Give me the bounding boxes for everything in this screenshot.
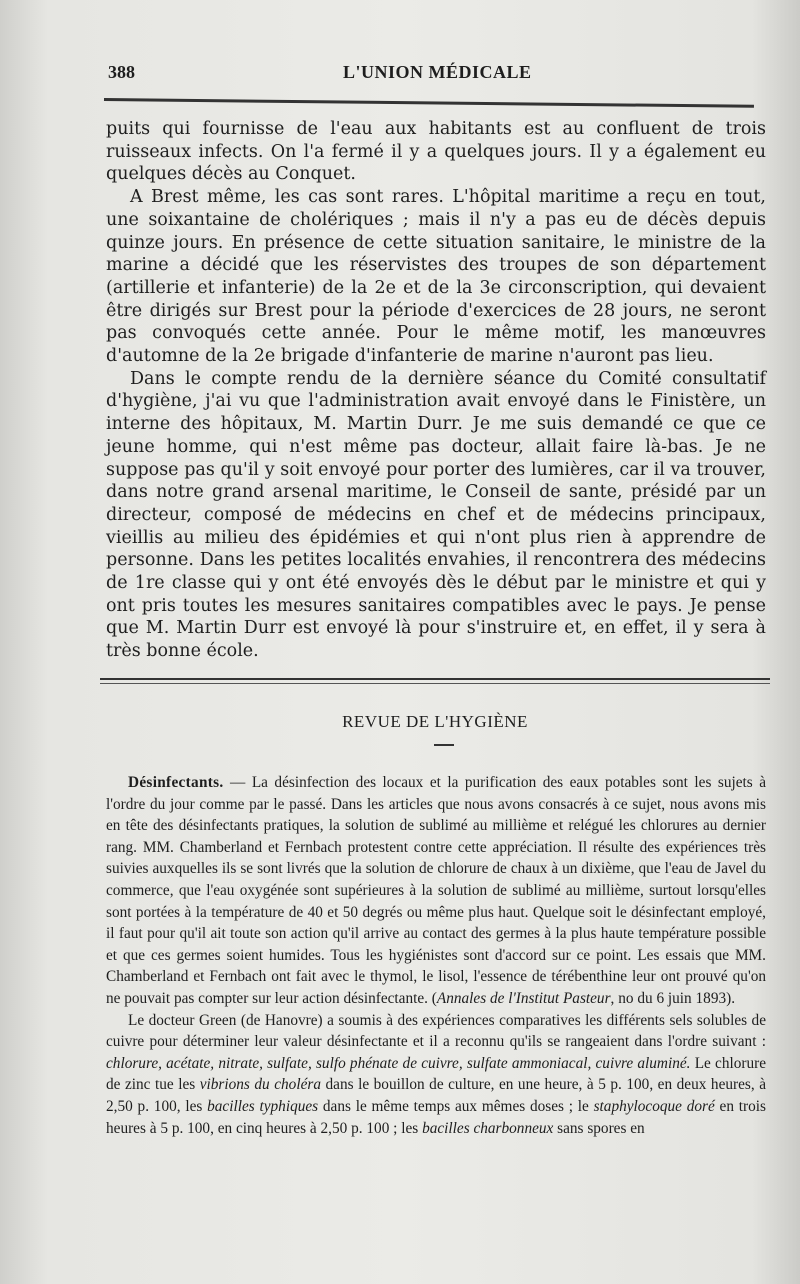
citation-end: , no du 6 juin 1893). xyxy=(610,989,736,1007)
citation: Annales de l'Institut Pasteur xyxy=(436,989,611,1007)
organism-name: bacilles typhiques xyxy=(207,1097,319,1115)
text-run: en trois heures à 5 p. 100, en cinq heures à 2,50 p. 100 ; les xyxy=(106,1097,766,1137)
text-run: dans le bouillon de culture, en une heure, à 5 p. 100, en deux heures, à 2,50 p. 100, les xyxy=(106,1076,766,1115)
organism-name: staphylocoque doré xyxy=(593,1097,715,1115)
text-run: Le chlorure de zinc tue les xyxy=(106,1054,766,1094)
paragraph-lead: Désinfectants. xyxy=(128,774,224,791)
paragraph-body: — La désinfection des locaux et la purification des eaux potables sont les sujets à l'ordre du jour comme par le passé. Dans les articles que nous avons consacrés à ce sujet, nous avons mis en tête des désinfectants pratiques, la solution de sublimé au millième et relégué les chlorures au dernier rang. MM. Chamberland et Fernbach protestent contre cette appréciation. Il résulte des expériences très suivies auxquelles ils se sont livrés que la solution de chlorure de chaux à un dixième, que l'eau de Javel du commerce, que l'eau oxygénée sont supérieures à la solution de sublimé au millième, surtout lorsqu'elles sont portées à la température de 40 et 50 degrés ou même plus haut. Quelque soit le désinfectant employé, il faut pour qu'il ait toute son action qu'il arrive au contact des germes à la plus haute température possible et que ces germes soient humides. Tous les hygiénistes sont d'accord sur ce point. Les essais que MM. Chamberland et Fernbach ont fait avec le thymol, le lisol, l'essence de térébenthine leur ont prouvé qu'on ne pouvait pas compter sur leur action désinfectante. ( xyxy=(106,774,766,1007)
salt-list: chlorure, acétate, nitrate, sulfate, sulfo phénate de cuivre, sulfate ammoniacal, cuivre aluminé. xyxy=(106,1054,691,1072)
organism-name: vibrions du choléra xyxy=(199,1076,321,1094)
hygiene-text xyxy=(106,772,766,1139)
paragraph-continuation: puits qui fournisse de l'eau aux habitants est au confluent de trois ruisseaux infects. On l'a fermé il y a quelques jours. Il y a également eu quelques décès au Conquet. xyxy=(106,119,766,185)
text-run: Le docteur Green (de Hanovre) a soumis à des expériences comparatives les différents sels solubles de cuivre pour déterminer leur valeur désinfectante et il a reconnu qu'ils se rangeaient dans l'ordre suivant : xyxy=(106,1011,766,1051)
section-title: REVUE DE L'HYGIÈNE xyxy=(342,712,528,731)
section-divider-thin xyxy=(100,683,770,684)
section-divider xyxy=(100,678,770,680)
running-title: L'UNION MÉDICALE xyxy=(343,62,532,82)
page-header xyxy=(108,58,758,88)
main-text xyxy=(106,118,766,663)
paragraph-green xyxy=(106,1010,766,1140)
paragraph-desinfectants xyxy=(106,772,766,1010)
text-run: sans spores en xyxy=(553,1119,645,1137)
text-run: dans le même temps aux mêmes doses ; le xyxy=(318,1097,594,1115)
organism-name: bacilles charbonneux xyxy=(422,1119,554,1137)
header-rule xyxy=(104,98,754,108)
paragraph-brest: A Brest même, les cas sont rares. L'hôpital maritime a reçu en tout, une soixantaine de cholériques ; mais il n'y a pas eu de décès depuis quinze jours. En présence de cette situation sanitaire, le ministre de la marine a décidé que les réservistes des troupes de son département (artillerie et infanterie) de la 2e et de la 3e circonscription, qui devaient être dirigés sur Brest pour la période d'exercices de 28 jours, ne seront pas convoqués cette année. Pour le même motif, les manœuvres d'automne de la 2e brigade d'infanterie de marine n'auront pas lieu. xyxy=(106,187,766,367)
page-number: 388 xyxy=(108,62,135,82)
paragraph-comite: Dans le compte rendu de la dernière séance du Comité consultatif d'hygiène, j'ai vu que l'administration avait envoyé dans le Finistère, un interne des hôpitaux, M. Martin Durr. Je me suis demandé ce que ce jeune homme, qui n'est même pas docteur, allait faire là-bas. Je ne suppose pas qu'il y soit envoyé pour porter des lumières, car il va trouver, dans notre grand arsenal maritime, le Conseil de sante, présidé par un directeur, composé de médecins en chef et de médecins principaux, vieillis au milieu des épidémies et qui n'ont plus rien à apprendre de personne. Dans les petites localités envahies, il rencontrera des médecins de 1re classe qui y ont été envoyés dès le début par le ministre et qui y ont pris toutes les mesures sanitaires compatibles avec le pays. Je pense que M. Martin Durr est envoyé là pour s'instruire et, en effet, il y sera à très bonne école. xyxy=(106,368,766,662)
section-dash xyxy=(434,744,454,746)
